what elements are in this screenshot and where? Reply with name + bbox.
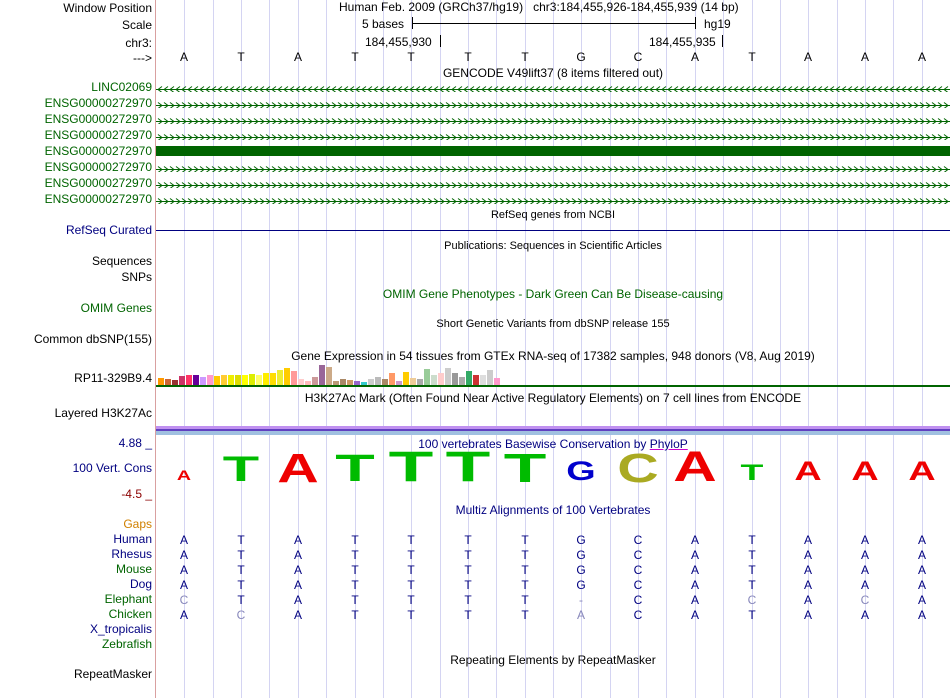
alignment-base: T [351,593,359,607]
logo-letter: T [503,445,547,491]
alignment-base: G [576,578,586,592]
species-label-zebrafish: Zebrafish [101,637,152,651]
alignment-base: A [860,578,869,592]
alignment-base: A [293,548,302,562]
alignment-base: T [351,608,359,622]
multiz-title: Multiz Alignments of 100 Vertebrates [455,503,651,517]
alignment-base: A [803,533,812,547]
gtex-tissue-bar[interactable] [291,371,297,385]
gencode-intron-line[interactable] [156,131,950,140]
gencode-intron-line[interactable] [156,99,950,108]
alignment-base: C [236,608,246,622]
alignment-base: A [690,563,699,577]
alignment-base: T [351,578,359,592]
alignment-base: A [293,578,302,592]
alignment-base: A [860,533,869,547]
gtex-tissue-bar[interactable] [200,377,206,385]
alignment-base: T [748,533,756,547]
alignment-base: A [179,563,188,577]
gtex-tissue-bar[interactable] [326,367,332,385]
gtex-tissue-bar[interactable] [179,376,185,385]
alignment-base: T [407,593,415,607]
alignment-base: A [917,548,926,562]
alignment-base: A [917,563,926,577]
cons-ymax-label: 4.88 _ [118,436,152,450]
alignment-base: T [748,578,756,592]
alignment-base: A [690,533,699,547]
gtex-tissue-bar[interactable] [256,375,262,385]
species-label-mouse: Mouse [115,562,152,576]
track-label-repeatmasker[interactable]: RepeatMasker [73,667,152,681]
alignment-base: T [464,548,472,562]
dbsnp-title: Short Genetic Variants from dbSNP release 155 [436,318,670,330]
logo-letter: G [566,456,596,486]
species-label-human: Human [113,532,152,546]
sequence-base: T [521,50,529,64]
logo-letter: T [740,460,764,485]
gtex-tissue-bar[interactable] [277,370,283,385]
gtex-tissue-bar[interactable] [207,375,213,385]
gtex-tissue-bar[interactable] [403,372,409,385]
alignment-base: A [803,563,812,577]
gtex-tissue-bar[interactable] [186,375,192,385]
gtex-tissue-bar[interactable] [228,375,234,385]
alignment-base: T [464,608,472,622]
ruler-tick-label-2: 184,455,935 [649,35,716,49]
logo-letter: A [277,445,319,491]
alignment-base: T [748,548,756,562]
alignment-base: A [179,608,188,622]
sequence-base: T [464,50,472,64]
scale-bar-right-tick [695,17,696,29]
alignment-base: A [690,608,699,622]
gtex-tissue-bar[interactable] [473,375,479,385]
alignment-base: A [917,533,926,547]
alignment-base: T [464,533,472,547]
gtex-tissue-bar[interactable] [312,377,318,385]
track-label-gtex[interactable]: RP11-329B9.4 [74,371,152,385]
gtex-tissue-bar[interactable] [424,369,430,385]
sequence-base: T [748,50,756,64]
track-label-conservation[interactable]: 100 Vert. Cons [72,461,152,475]
ruler-tick-1 [440,35,441,47]
logo-letter: A [673,443,717,491]
alignment-base: A [293,593,302,607]
track-label-publications[interactable]: Sequences [91,254,152,268]
gtex-tissue-bar[interactable] [466,371,472,385]
ruler-tick-2 [722,35,723,47]
gtex-tissue-bar[interactable] [158,378,164,385]
alignment-base: A [293,533,302,547]
sequence-base: T [407,50,415,64]
gtex-tissue-bar[interactable] [242,375,248,385]
gtex-tissue-bar[interactable] [494,378,500,385]
sequence-base: A [917,50,926,64]
gtex-tissue-bar[interactable] [263,373,269,385]
alignment-base: T [237,578,245,592]
alignment-base: T [748,563,756,577]
alignment-base: A [917,608,926,622]
sequence-base: A [803,50,812,64]
sequence-base: G [576,50,586,64]
gencode-intron-line[interactable] [156,179,950,188]
alignment-base: C [633,548,643,562]
alignment-base: T [521,563,529,577]
gencode-exon-bar[interactable] [156,146,950,156]
gtex-tissue-bar[interactable] [410,378,416,385]
track-label-gencode-4[interactable]: ENSG00000272970 [44,144,152,158]
gtex-tissue-bar[interactable] [438,373,444,385]
logo-letter: T [445,443,491,491]
sequence-base: T [237,50,245,64]
track-label-refseq[interactable]: RefSeq Curated [65,223,152,237]
alignment-base: T [464,578,472,592]
gtex-gene-bar [156,385,950,387]
alignment-base: A [690,548,699,562]
track-label-gencode-2[interactable]: ENSG00000272970 [44,112,152,126]
scale-bases: 5 bases [362,17,405,31]
track-label-gencode-0[interactable]: LINC02069 [91,80,152,94]
alignment-base: T [351,548,359,562]
ruler-tick-label-1: 184,455,930 [365,35,432,49]
track-label-gencode-1[interactable]: ENSG00000272970 [44,96,152,110]
alignment-base: C [633,578,643,592]
alignment-base: A [179,533,188,547]
alignment-base: T [407,578,415,592]
gtex-tissue-bar[interactable] [319,365,325,385]
sequence-base: A [690,50,699,64]
gtex-tissue-bar[interactable] [459,377,465,385]
alignment-base: A [179,578,188,592]
scale-bar [412,23,695,24]
gtex-tissue-bar[interactable] [221,375,227,385]
alignment-base: T [521,548,529,562]
alignment-base: T [237,563,245,577]
alignment-base: T [748,608,756,622]
gtex-tissue-bar[interactable] [214,376,220,385]
alignment-base: T [521,608,529,622]
gtex-tissue-bar[interactable] [284,368,290,385]
sequence-base: A [293,50,302,64]
logo-letter: A [851,456,879,486]
sequence-base: A [860,50,869,64]
alignment-base: A [860,608,869,622]
track-label-omim[interactable]: OMIM Genes [80,301,152,315]
track-label-column [0,0,155,698]
track-label-gaps: Gaps [123,517,152,531]
species-label-rhesus: Rhesus [111,547,152,561]
track-label-gencode-6[interactable]: ENSG00000272970 [44,176,152,190]
gtex-tissue-bar[interactable] [445,368,451,385]
alignment-base: T [407,563,415,577]
alignment-base: C [633,593,643,607]
strand-label: ---> [133,51,152,65]
assembly-title: Human Feb. 2009 (GRCh37/hg19) chr3:184,455,926-184,455,939 (14 bp) [339,0,739,14]
alignment-base: T [237,548,245,562]
alignment-base: T [237,533,245,547]
alignment-base: G [576,563,586,577]
logo-letter: T [335,448,375,490]
alignment-base: C [860,593,870,607]
sequence-base: C [633,50,643,64]
alignment-base: T [521,578,529,592]
alignment-base: T [521,593,529,607]
gencode-intron-line[interactable] [156,163,950,172]
gtex-tissue-bar[interactable] [452,373,458,385]
alignment-base: A [803,578,812,592]
alignment-base: A [860,548,869,562]
track-label-dbsnp[interactable]: Common dbSNP(155) [33,332,152,346]
species-label-elephant: Elephant [104,592,152,606]
alignment-base: G [576,548,586,562]
alignment-base: A [293,563,302,577]
repeatmasker-title: Repeating Elements by RepeatMasker [450,653,656,667]
gtex-tissue-bar[interactable] [375,377,381,385]
alignment-base: C [179,593,189,607]
logo-letter: T [222,450,260,489]
alignment-base: T [464,593,472,607]
alignment-base: T [464,563,472,577]
refseq-gene-line[interactable] [156,230,950,231]
logo-letter: A [176,467,192,483]
alignment-base: T [407,608,415,622]
logo-letter: T [388,443,434,491]
sequence-base: A [179,50,188,64]
logo-letter: C [617,445,659,491]
species-label-dog: Dog [129,577,152,591]
gencode-intron-line[interactable] [156,83,950,92]
alignment-base: T [521,533,529,547]
scale-label: Scale [121,18,152,32]
track-label-h3k27ac[interactable]: Layered H3K27Ac [54,406,152,420]
gtex-tissue-bar[interactable] [480,375,486,385]
species-label-xtropicalis: X_tropicalis [89,622,152,636]
alignment-base: A [576,608,585,622]
track-label-gencode-3[interactable]: ENSG00000272970 [44,128,152,142]
track-label-snps[interactable]: SNPs [121,270,152,284]
alignment-base: A [860,563,869,577]
alignment-base: T [407,548,415,562]
alignment-base: A [803,548,812,562]
window-position-label: Window Position [63,1,152,15]
alignment-base: C [633,533,643,547]
alignment-base: A [179,548,188,562]
alignment-base: A [690,593,699,607]
alignment-base: A [803,593,812,607]
gencode-intron-line[interactable] [156,115,950,124]
phylop-link[interactable]: PhyloP [649,437,688,451]
h3k27ac-title: H3K27Ac Mark (Often Found Near Active Regulatory Elements) on 7 cell lines from ENCODE [304,391,802,405]
omim-title: OMIM Gene Phenotypes - Dark Green Can Be Disease-causing [382,287,724,301]
conservation-title: 100 vertebrates Basewise Conservation by PhyloP [418,437,688,451]
gtex-tissue-bar[interactable] [389,373,395,385]
browser-image[interactable] [156,0,950,698]
gencode-title: GENCODE V49lift37 (8 items filtered out) [442,66,664,80]
alignment-base: - [579,593,583,607]
gtex-title: Gene Expression in 54 tissues from GTEx RNA-seq of 17382 samples, 948 donors (V8, Aug 2019) [291,349,815,363]
sequence-base: T [351,50,359,64]
alignment-base: C [747,593,757,607]
gencode-intron-line[interactable] [156,195,950,204]
alignment-base: G [576,533,586,547]
species-label-chicken: Chicken [108,607,152,621]
alignment-base: A [293,608,302,622]
refseq-title: RefSeq genes from NCBI [490,209,616,221]
cons-ymin-label: -4.5 _ [121,487,152,501]
scale-db: hg19 [704,17,731,31]
alignment-base: A [917,593,926,607]
alignment-base: A [917,578,926,592]
gtex-tissue-bar[interactable] [249,374,255,385]
alignment-base: T [351,563,359,577]
gtex-tissue-bar[interactable] [235,375,241,385]
chrom-label: chr3: [125,36,152,50]
alignment-base: C [633,608,643,622]
track-label-gencode-7[interactable]: ENSG00000272970 [44,192,152,206]
gtex-tissue-bar[interactable] [270,373,276,385]
logo-letter: A [908,456,936,486]
gtex-tissue-bar[interactable] [193,375,199,385]
gtex-tissue-bar[interactable] [487,370,493,385]
alignment-base: T [351,533,359,547]
alignment-base: A [803,608,812,622]
h3k27ac-signal-band-light [156,431,950,435]
alignment-base: T [237,593,245,607]
publications-title: Publications: Sequences in Scientific Articles [444,240,662,252]
alignment-base: C [633,563,643,577]
alignment-base: T [407,533,415,547]
gtex-tissue-bar[interactable] [431,375,437,385]
track-label-gencode-5[interactable]: ENSG00000272970 [44,160,152,174]
logo-letter: A [794,456,822,486]
alignment-base: A [690,578,699,592]
